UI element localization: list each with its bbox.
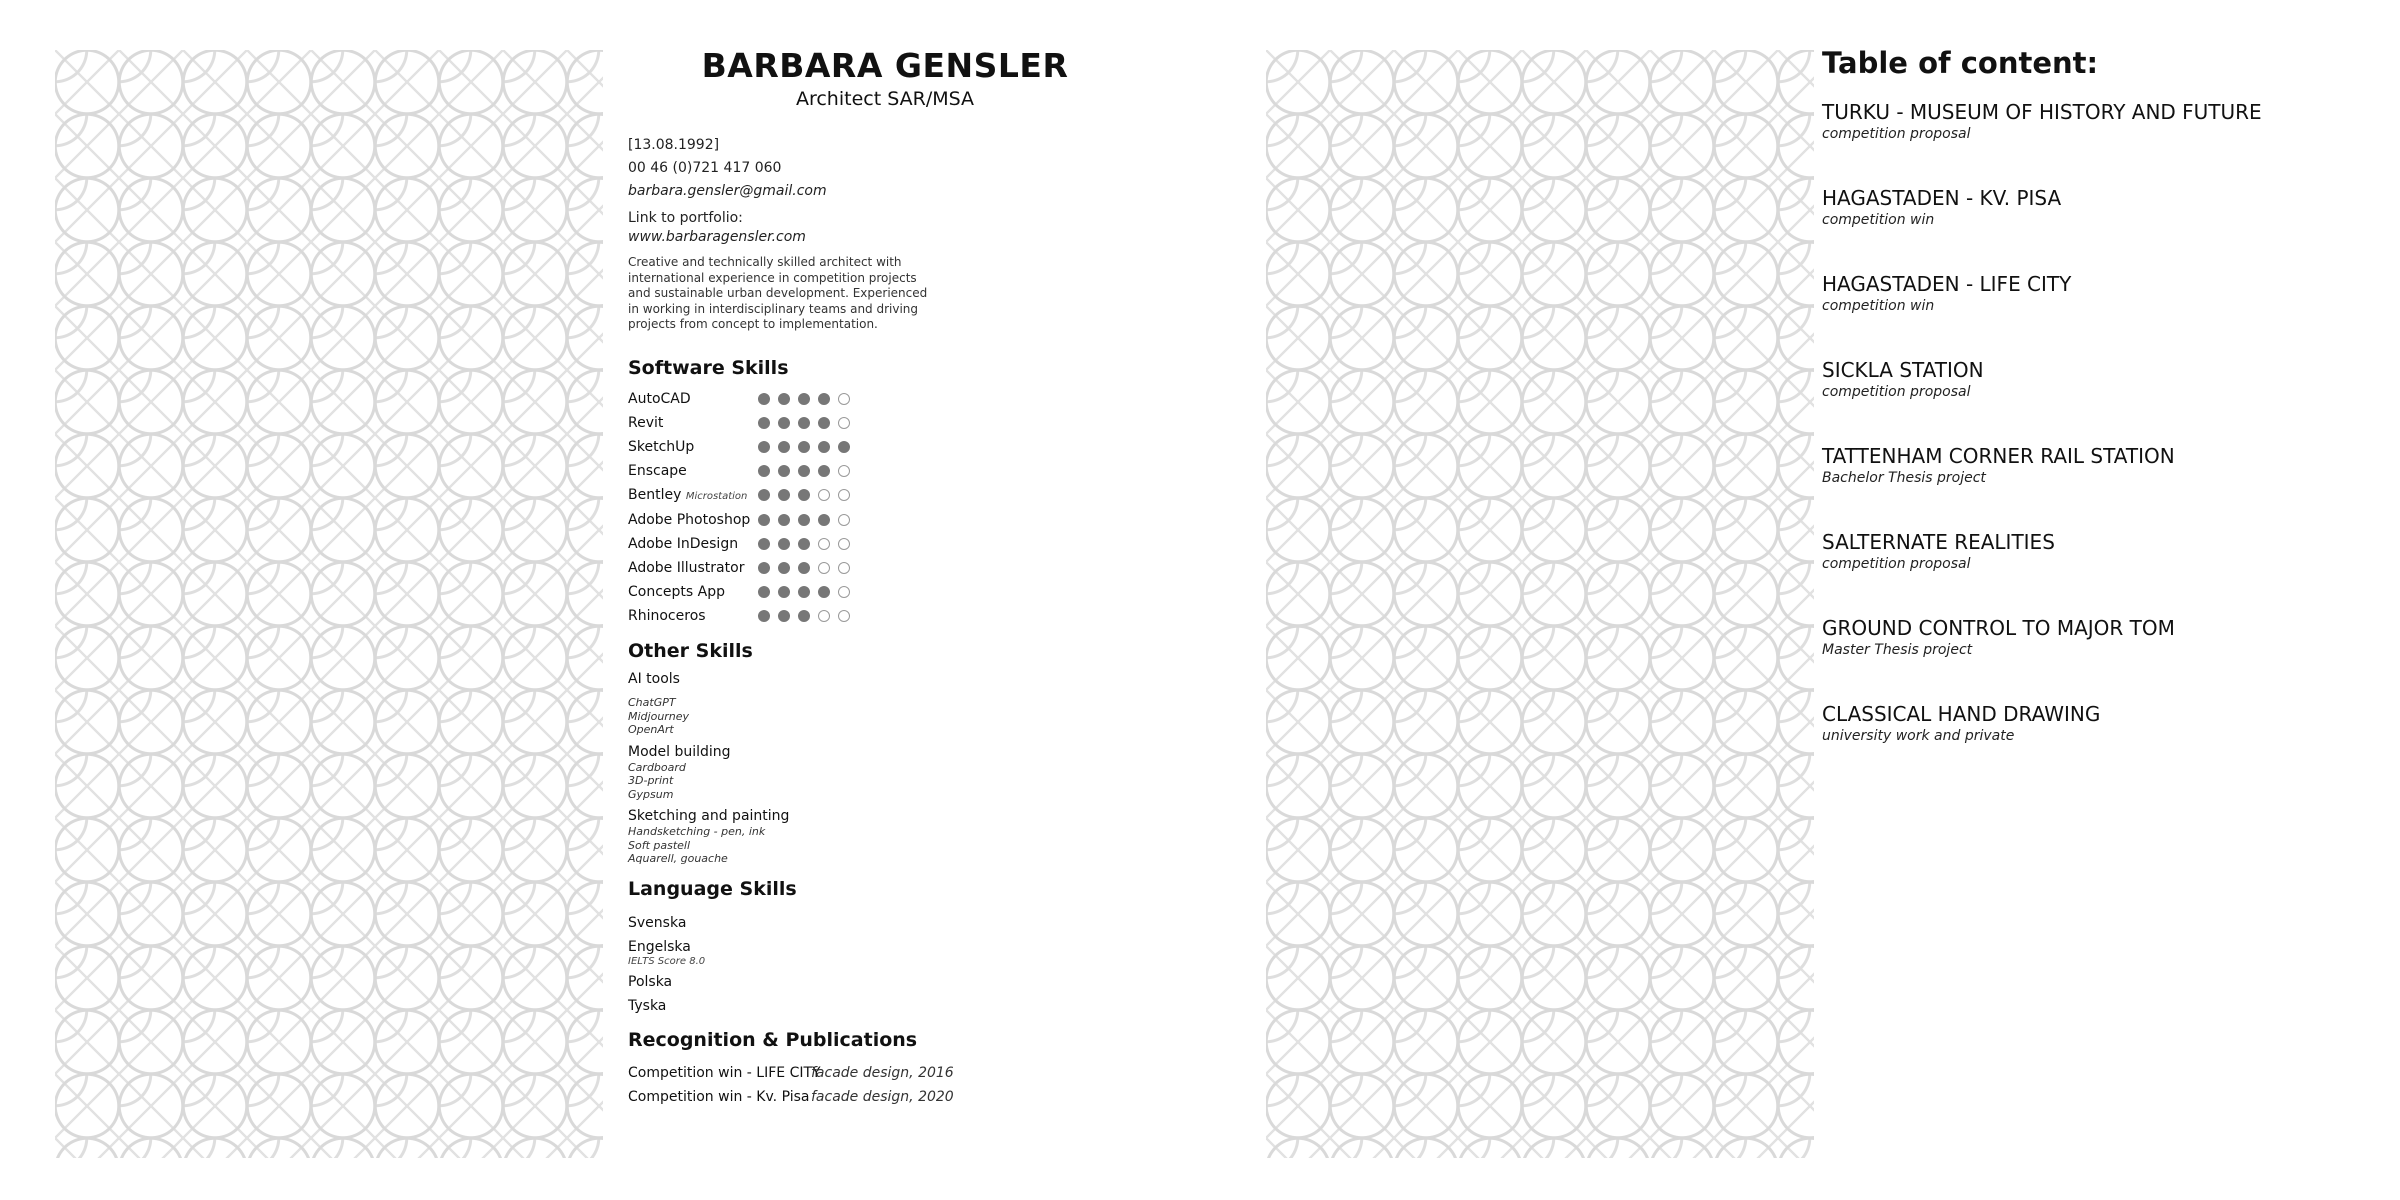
other-skills-title: Other Skills bbox=[628, 640, 753, 663]
other-skill-item: ChatGPT bbox=[628, 696, 676, 710]
language-name: Svenska bbox=[628, 914, 687, 931]
filled-dot-icon bbox=[798, 586, 810, 598]
toc-item-title: HAGASTADEN - KV. PISA bbox=[1822, 186, 2062, 210]
skill-name bbox=[628, 463, 758, 479]
filled-dot-icon bbox=[758, 562, 770, 574]
recognition-detail: facade design, 2016 bbox=[811, 1064, 954, 1081]
filled-dot-icon bbox=[778, 393, 790, 405]
person-name: BARBARA GENSLER bbox=[701, 46, 1069, 85]
skill-name bbox=[628, 391, 758, 407]
other-skill-item: Gypsum bbox=[628, 787, 674, 801]
skill-level-dots bbox=[758, 514, 850, 526]
other-skill-item: Handsketching - pen, ink bbox=[628, 825, 766, 839]
toc-item-title: SALTERNATE REALITIES bbox=[1822, 530, 2055, 554]
language-name: Polska bbox=[628, 973, 673, 990]
other-skill-group bbox=[628, 670, 1228, 737]
cv-page bbox=[628, 46, 1228, 1109]
skill-name bbox=[628, 536, 758, 552]
toc-item-title: GROUND CONTROL TO MAJOR TOM bbox=[1822, 616, 2175, 640]
empty-dot-icon bbox=[838, 538, 850, 550]
other-skill-item: Soft pastell bbox=[628, 838, 691, 852]
language-note: IELTS Score 8.0 bbox=[628, 955, 706, 967]
filled-dot-icon bbox=[798, 465, 810, 477]
recognition-row bbox=[628, 1061, 1228, 1085]
toc-item-title: TATTENHAM CORNER RAIL STATION bbox=[1822, 444, 2175, 468]
filled-dot-icon bbox=[798, 441, 810, 453]
empty-dot-icon bbox=[838, 417, 850, 429]
skill-level-dots bbox=[758, 538, 850, 550]
other-skill-item: Cardboard bbox=[628, 760, 686, 774]
filled-dot-icon bbox=[758, 465, 770, 477]
language-item bbox=[628, 997, 1228, 1015]
toc-item-title: HAGASTADEN - LIFE CITY bbox=[1822, 272, 2072, 296]
skill-row bbox=[628, 580, 1228, 604]
person-role: Architect SAR/MSA bbox=[795, 88, 975, 110]
table-of-content bbox=[1822, 44, 2382, 788]
filled-dot-icon bbox=[818, 586, 830, 598]
skill-row bbox=[628, 411, 1228, 435]
toc-item-subtitle: competition win bbox=[1822, 212, 1935, 228]
toc-item[interactable] bbox=[1822, 616, 2382, 702]
portfolio-label: Link to portfolio: bbox=[628, 210, 743, 226]
filled-dot-icon bbox=[778, 417, 790, 429]
skill-row bbox=[628, 435, 1228, 459]
language-name: Tyska bbox=[628, 997, 667, 1014]
skill-level-dots bbox=[758, 610, 850, 622]
recognition-detail: facade design, 2020 bbox=[811, 1088, 954, 1105]
recognition-title-text: Competition win - LIFE CITY bbox=[628, 1064, 821, 1081]
toc-item[interactable] bbox=[1822, 358, 2382, 444]
toc-item-title: SICKLA STATION bbox=[1822, 358, 1984, 382]
toc-item-subtitle: competition proposal bbox=[1822, 384, 1971, 400]
recognition-list bbox=[628, 1061, 1228, 1109]
filled-dot-icon bbox=[778, 586, 790, 598]
cv-header bbox=[628, 46, 1142, 112]
other-skill-group-title: AI tools bbox=[628, 671, 680, 688]
phone-number: 00 46 (0)721 417 060 bbox=[628, 160, 782, 176]
empty-dot-icon bbox=[818, 610, 830, 622]
filled-dot-icon bbox=[758, 538, 770, 550]
filled-dot-icon bbox=[818, 465, 830, 477]
filled-dot-icon bbox=[758, 393, 770, 405]
filled-dot-icon bbox=[798, 538, 810, 550]
skill-row bbox=[628, 507, 1228, 531]
skill-level-dots bbox=[758, 417, 850, 429]
skill-label: Concepts App bbox=[628, 584, 725, 601]
birthdate: [13.08.1992] bbox=[628, 137, 720, 153]
toc-item-subtitle: competition proposal bbox=[1822, 556, 1971, 572]
filled-dot-icon bbox=[758, 514, 770, 526]
skill-label: AutoCAD bbox=[628, 390, 691, 407]
toc-item[interactable] bbox=[1822, 444, 2382, 530]
toc-item-title: TURKU - MUSEUM OF HISTORY AND FUTURE bbox=[1822, 100, 2262, 124]
filled-dot-icon bbox=[778, 489, 790, 501]
toc-item[interactable] bbox=[1822, 530, 2382, 616]
toc-item[interactable] bbox=[1822, 272, 2382, 358]
toc-item-subtitle: Master Thesis project bbox=[1822, 642, 1973, 658]
toc-list bbox=[1822, 100, 2382, 788]
skill-name bbox=[628, 512, 758, 528]
filled-dot-icon bbox=[778, 610, 790, 622]
skill-row bbox=[628, 556, 1228, 580]
other-skill-item: Midjourney bbox=[628, 709, 690, 723]
skill-label: Adobe Illustrator bbox=[628, 559, 745, 576]
filled-dot-icon bbox=[798, 514, 810, 526]
language-skills-list bbox=[628, 914, 1228, 1015]
skill-name bbox=[628, 415, 758, 431]
skill-row bbox=[628, 532, 1228, 556]
skill-label: Adobe Photoshop bbox=[628, 511, 751, 528]
skill-level-dots bbox=[758, 393, 850, 405]
skill-label: Revit bbox=[628, 414, 664, 431]
skill-label: Adobe InDesign bbox=[628, 535, 739, 552]
profile-summary: Creative and technically skilled architect with international experience in competition projects and sustainable urban development. Experienced in working in interdisciplinary teams and driving projects from concept to implementation. bbox=[628, 255, 928, 331]
empty-dot-icon bbox=[838, 393, 850, 405]
empty-dot-icon bbox=[838, 489, 850, 501]
empty-dot-icon bbox=[838, 465, 850, 477]
skill-row bbox=[628, 483, 1228, 507]
empty-dot-icon bbox=[838, 562, 850, 574]
other-skill-item: Aquarell, gouache bbox=[628, 852, 728, 866]
filled-dot-icon bbox=[758, 441, 770, 453]
filled-dot-icon bbox=[778, 538, 790, 550]
filled-dot-icon bbox=[778, 465, 790, 477]
software-skills-title: Software Skills bbox=[628, 356, 789, 379]
contact-info bbox=[628, 134, 1228, 247]
skill-name bbox=[628, 560, 758, 576]
software-skills-list bbox=[628, 387, 1228, 629]
toc-item[interactable] bbox=[1822, 702, 2382, 788]
empty-dot-icon bbox=[838, 610, 850, 622]
other-skill-item: 3D-print bbox=[628, 774, 674, 788]
recognition-title: Recognition & Publications bbox=[628, 1028, 918, 1051]
filled-dot-icon bbox=[818, 441, 830, 453]
skill-row bbox=[628, 459, 1228, 483]
filled-dot-icon bbox=[798, 562, 810, 574]
filled-dot-icon bbox=[798, 417, 810, 429]
empty-dot-icon bbox=[838, 586, 850, 598]
skill-label: Enscape bbox=[628, 463, 687, 480]
toc-item[interactable] bbox=[1822, 100, 2382, 186]
toc-title: Table of content: bbox=[1822, 46, 2099, 80]
empty-dot-icon bbox=[818, 489, 830, 501]
filled-dot-icon bbox=[818, 514, 830, 526]
filled-dot-icon bbox=[758, 417, 770, 429]
filled-dot-icon bbox=[798, 610, 810, 622]
decorative-pattern-left bbox=[55, 50, 603, 1158]
email-address[interactable]: barbara.gensler@gmail.com bbox=[628, 183, 827, 199]
other-skills-list bbox=[628, 670, 1228, 866]
skill-label: SketchUp bbox=[628, 438, 695, 455]
other-skill-group-title: Sketching and painting bbox=[628, 808, 790, 825]
skill-level-dots bbox=[758, 441, 850, 453]
skill-row bbox=[628, 604, 1228, 628]
toc-item-subtitle: competition win bbox=[1822, 298, 1935, 314]
skill-name bbox=[628, 584, 758, 600]
empty-dot-icon bbox=[838, 514, 850, 526]
other-skill-group bbox=[628, 743, 1228, 802]
skill-label: Bentley bbox=[628, 487, 682, 504]
toc-item-subtitle: university work and private bbox=[1822, 728, 2015, 744]
language-item bbox=[628, 973, 1228, 991]
toc-item-subtitle: competition proposal bbox=[1822, 126, 1971, 142]
skill-level-dots bbox=[758, 586, 850, 598]
language-item bbox=[628, 938, 1228, 967]
language-name: Engelska bbox=[628, 938, 691, 955]
recognition-title-text: Competition win - Kv. Pisa bbox=[628, 1088, 810, 1105]
filled-dot-icon bbox=[818, 393, 830, 405]
filled-dot-icon bbox=[758, 489, 770, 501]
other-skill-group bbox=[628, 807, 1228, 866]
skill-level-dots bbox=[758, 562, 850, 574]
skill-level-dots bbox=[758, 465, 850, 477]
skill-name bbox=[628, 487, 758, 503]
portfolio-link[interactable]: www.barbaragensler.com bbox=[628, 229, 806, 245]
recognition-row bbox=[628, 1085, 1228, 1109]
other-skill-group-title: Model building bbox=[628, 743, 731, 760]
skill-note: Microstation bbox=[685, 491, 748, 503]
other-skill-item: OpenArt bbox=[628, 723, 674, 737]
skill-label: Rhinoceros bbox=[628, 608, 706, 625]
other-skill-items bbox=[628, 825, 1228, 866]
filled-dot-icon bbox=[758, 610, 770, 622]
filled-dot-icon bbox=[758, 586, 770, 598]
decorative-pattern-right bbox=[1266, 50, 1814, 1158]
toc-item-subtitle: Bachelor Thesis project bbox=[1822, 470, 1986, 486]
filled-dot-icon bbox=[778, 441, 790, 453]
toc-item[interactable] bbox=[1822, 186, 2382, 272]
skill-row bbox=[628, 387, 1228, 411]
filled-dot-icon bbox=[778, 514, 790, 526]
filled-dot-icon bbox=[818, 417, 830, 429]
toc-item-title: CLASSICAL HAND DRAWING bbox=[1822, 702, 2101, 726]
filled-dot-icon bbox=[798, 489, 810, 501]
filled-dot-icon bbox=[778, 562, 790, 574]
skill-name bbox=[628, 439, 758, 455]
skill-name bbox=[628, 608, 758, 624]
other-skill-items bbox=[628, 761, 1228, 802]
other-skill-items bbox=[628, 696, 1228, 737]
language-skills-title: Language Skills bbox=[628, 877, 797, 900]
filled-dot-icon bbox=[798, 393, 810, 405]
skill-level-dots bbox=[758, 489, 850, 501]
language-item bbox=[628, 914, 1228, 932]
empty-dot-icon bbox=[818, 562, 830, 574]
empty-dot-icon bbox=[818, 538, 830, 550]
filled-dot-icon bbox=[838, 441, 850, 453]
